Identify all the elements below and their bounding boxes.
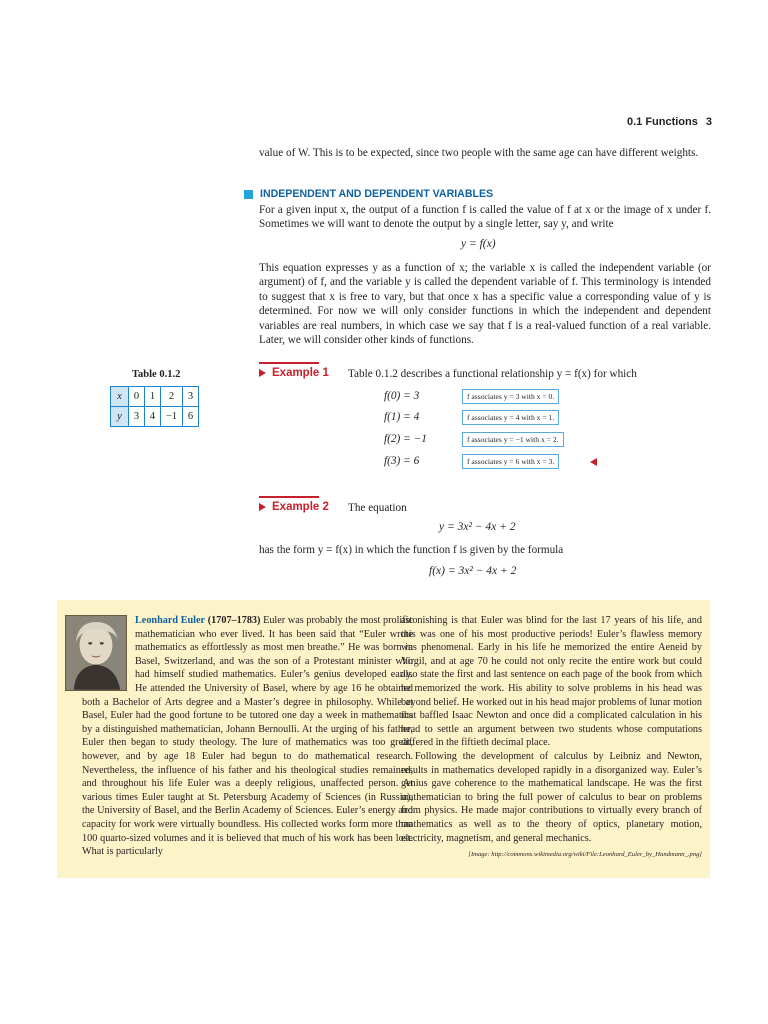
example2-equation-1: y = 3x² − 4x + 2: [439, 521, 516, 533]
example2-rule: [259, 496, 319, 498]
example2-label: Example 2: [259, 501, 329, 513]
example1-rule: [259, 362, 319, 364]
section-heading: [244, 188, 493, 200]
bio-right-text-1: astonishing is that Euler was blind for the last 17 years of his life, and this was one of his most productive periods! Euler’s flawless memory was phenomenal. Early in his life he memorized the entire Aeneid by Virgil, and at age 70 he could not only recite the entire work but could also state the first and last sentence on each page of the book from which he memorized the work. His ability to solve problems in his head was beyond belief. He worked out in his head major problems of lunar motion that baffled Isaac Newton and once did a complicated calculation in his head to settle an argument between two students whose computations differed in the fiftieth decimal place.: [401, 615, 702, 749]
example1-note-3: f associates y = 6 with x = 3.: [462, 454, 559, 469]
page-number: 3: [705, 116, 712, 128]
bio-right-column: [401, 614, 702, 862]
intro-paragraph: value of W. This is to be expected, since two people with the same age can have different weights.: [259, 147, 699, 159]
table-cell: 4: [145, 407, 161, 427]
display-equation-y-fx: y = f(x): [461, 238, 496, 250]
section-square-icon: [244, 190, 253, 199]
bio-name: Leonhard Euler: [135, 615, 206, 626]
section-title: INDEPENDENT AND DEPENDENT VARIABLES: [260, 188, 494, 200]
bio-left-column: [82, 614, 413, 859]
running-head: [600, 116, 712, 128]
euler-portrait: [65, 615, 127, 691]
euler-biography-box: [57, 600, 710, 878]
table-cell: 1: [145, 387, 161, 407]
table-cell: −1: [161, 407, 183, 427]
example1-text: Table 0.1.2 describes a functional relationship y = f(x) for which: [348, 368, 637, 380]
example-arrow-icon: [259, 369, 266, 377]
image-credit: [Image: http://commons.wikimedia.org/wiki/File:Leonhard_Euler_by_Handmann_.png]: [468, 851, 702, 859]
example1-eq-3: f(3) = 6: [384, 455, 420, 467]
bio-dates: (1707–1783): [207, 615, 261, 626]
table-header-x: x: [111, 387, 129, 407]
example1-note-2: f associates y = −1 with x = 2.: [462, 432, 564, 447]
table-cell: 3: [183, 387, 199, 407]
example1-eq-0: f(0) = 3: [384, 390, 420, 402]
table-cell: 0: [129, 387, 145, 407]
bio-left-text: Euler was probably the most prolific mathematician who ever lived. It has been said that “Euler wrote mathematics as effortlessly as most men breathe.” He was born in Basel, Switzerland, and was the son of a Protestant minister who had himself studied mathematics. Euler’s genius developed early. He attended the University of Basel, where by age 16 he obtained both a Bachelor of Arts degree and a Master’s degree in philosophy. While at Basel, Euler had the good fortune to be tutored one day a week in mathematics by a distinguished mathematician, Johann Bernoulli. At the urging of his father, Euler then began to study theology. The lure of mathematics was too great, however, and by age 18 Euler had begun to do mathematical research. Nevertheless, the influence of his father and his theological studies remained, and throughout his life Euler was a deeply religious, unaffected person. At various times Euler taught at St. Petersburg Academy of Sciences (in Russia), the University of Basel, and the Berlin Academy of Sciences. Euler’s energy and capacity for work were virtually boundless. His collected works form more than 100 quarto-sized volumes and it is believed that much of his work has been lost. What is particularly: [82, 615, 413, 858]
value-table: [110, 386, 199, 427]
example2-text-2: has the form y = f(x) in which the function f is given by the formula: [259, 544, 564, 556]
example1-eq-2: f(2) = −1: [384, 433, 427, 445]
section-label: 0.1 Functions: [626, 116, 698, 128]
table-cell: 6: [183, 407, 199, 427]
example1-eq-1: f(1) = 4: [384, 411, 420, 423]
example-end-marker-icon: [590, 458, 597, 466]
example1-label: Example 1: [259, 367, 329, 379]
table-caption: Table 0.1.2: [132, 369, 181, 380]
portrait-image: [66, 616, 126, 690]
example2-text: The equation: [348, 502, 407, 514]
example1-note-1: f associates y = 4 with x = 1.: [462, 410, 559, 425]
table-row-y: [111, 407, 199, 427]
table-header-y: y: [111, 407, 129, 427]
example-arrow-icon: [259, 503, 266, 511]
table-cell: 2: [161, 387, 183, 407]
example1-note-0: f associates y = 3 with x = 0.: [462, 389, 559, 404]
section-paragraph-1: For a given input x, the output of a function f is called the value of f at x or the image of x under f. Sometimes we will want to denote the output by a single letter, say y, and write: [259, 204, 711, 231]
table-cell: 3: [129, 407, 145, 427]
bio-right-text-2: Following the development of calculus by Leibniz and Newton, results in mathematics developed rapidly in a disorganized way. Euler’s genius gave coherence to the mathematical landscape. He was the first mathematician to bring the full power of calculus to bear on problems from physics. He made major contributions to virtually every branch of mathematics as well as to the theory of optics, planetary motion, electricity, magnetism, and general mechanics.: [401, 750, 702, 844]
section-paragraph-2: This equation expresses y as a function of x; the variable x is called the independent variable (or argument) of f, and the variable y is called the dependent variable of f. This terminology is intended to suggest that x is free to vary, but that once x has a specific value a corresponding value of y is determined. For now we will only consider functions in which the independent and dependent variables are real numbers, in which case we say that f is a real-valued function of a real variable. Later, we will consider other kinds of functions.: [259, 262, 711, 347]
table-row-x: [111, 387, 199, 407]
example2-equation-2: f(x) = 3x² − 4x + 2: [429, 565, 517, 577]
